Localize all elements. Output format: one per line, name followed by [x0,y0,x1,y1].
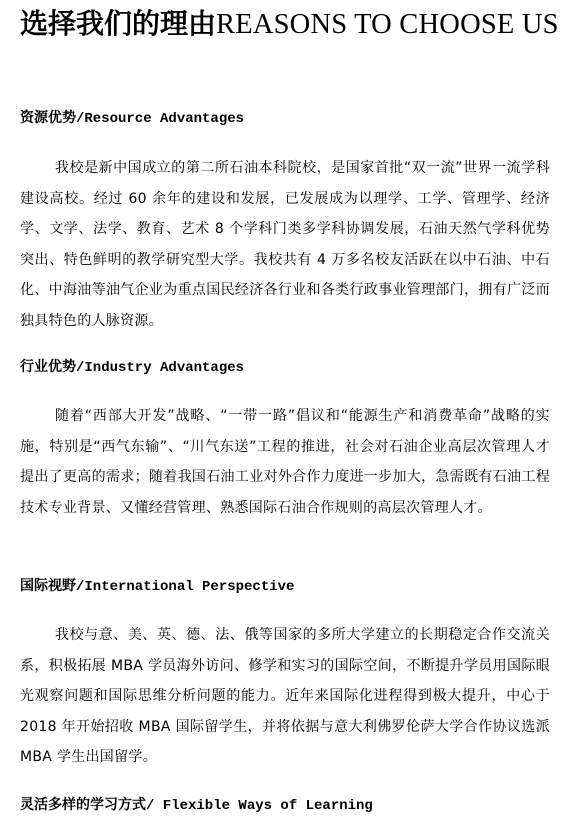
section-heading-industry-advantages: 行业优势/Industry Advantages [20,360,245,376]
section-heading-flexible-learning: 灵活多样的学习方式/ Flexible Ways of Learning [20,798,373,814]
section-body-international-perspective: 我校与意、美、英、德、法、俄等国家的多所大学建立的长期稳定合作交流关系，积极拓展 MBA 学员海外访问、修学和实习的国际空间，不断提升学员用国际眼光观察问题和国际思维分析问题的能力。近年来国际化进程得到极大提升，中心于 2018 年开始招收 MBA 国际留学生，并将依据与意大利佛罗伦萨大学合作协议选派 MBA 学生出国留学。 [20,627,550,766]
section-body-resource-advantages: 我校是新中国成立的第二所石油本科院校，是国家首批“双一流”世界一流学科建设高校。经过 60 余年的建设和发展，已发展成为以理学、工学、管理学、经济学、文学、法学、教育、艺术 8 个学科门类多学科协调发展，石油天然气学科优势突出、特色鲜明的教学研究型大学。我校共有 4 万多名校友活跃在以中石油、中石化、中海油等油气企业为重点国民经济各行业和各类行政事业管理部门，拥有广泛而独具特色的人脉资源。 [20,160,550,329]
page-title-english: REASONS TO CHOOSE US [216,9,559,40]
section-body-industry-advantages: 随着“西部大开发”战略、“一带一路”倡议和“能源生产和消费革命”战略的实施，特别是“西气东输”、“川气东送”工程的推进，社会对石油企业高层次管理人才提出了更高的需求；随着我国石油工业对外合作力度进一步加大，急需既有石油工程技术专业背景、又懂经营管理、熟悉国际石油合作规则的高层次管理人才。 [20,408,550,516]
section-heading-international-perspective: 国际视野/International Perspective [20,579,295,595]
section-heading-resource-advantages: 资源优势/Resource Advantages [20,111,245,127]
page-title-chinese: 选择我们的理由 [20,7,217,40]
page-title [20,4,559,45]
